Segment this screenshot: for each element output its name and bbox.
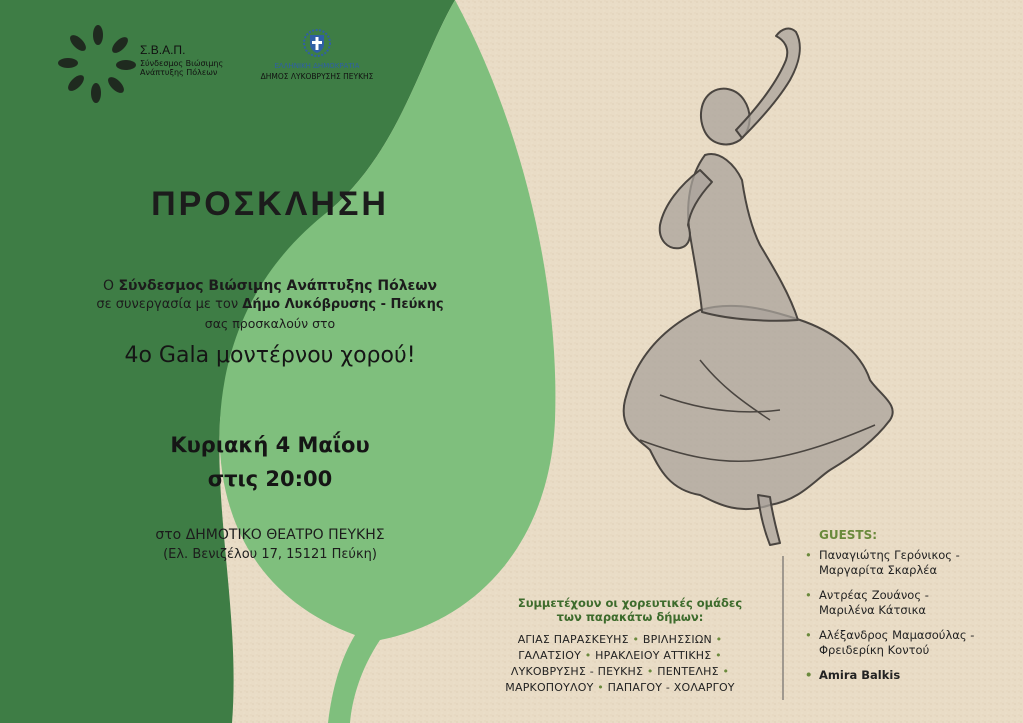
- invitation-line2-prefix: σε συνεργασία με τον: [96, 297, 243, 312]
- teams-row: [470, 648, 770, 664]
- greek-emblem-icon: [302, 28, 332, 58]
- bullet-icon: •: [632, 633, 640, 646]
- team-name: ΓΑΛΑΤΣΙΟΥ: [518, 649, 581, 662]
- guest-name: Αλέξανδρος Μαμασούλας -: [819, 628, 975, 642]
- teams-row: [470, 680, 770, 696]
- guest-name: Amira Balkis: [819, 668, 901, 682]
- bullet-icon: •: [805, 628, 812, 642]
- event-name: 4o Gala μοντέρνου χορού!: [124, 343, 416, 368]
- event-address: (Ελ. Βενιζέλου 17, 15121 Πεύκη): [163, 547, 377, 562]
- invitation-line3: σας προσκαλούν στο: [204, 316, 336, 331]
- event-date: Κυριακή 4 Μαΐου: [170, 433, 370, 457]
- invitation-line1: [60, 278, 480, 295]
- team-name: ΜΑΡΚΟΠΟΥΛΟΥ: [505, 681, 594, 694]
- invitation-organizer: Σύνδεσμος Βιώσιμης Ανάπτυξης Πόλεων: [118, 278, 438, 294]
- bullet-icon: •: [584, 649, 592, 662]
- guest-item: [805, 668, 1015, 683]
- team-name: ΛΥΚΟΒΡΥΣΗΣ - ΠΕΥΚΗΣ: [510, 665, 644, 678]
- invitation-line2: [60, 297, 480, 313]
- municipality-line2: ΔΗΜΟΣ ΛΥΚΟΒΡΥΣΗΣ ΠΕΥΚΗΣ: [260, 72, 374, 81]
- sbap-abbr: Σ.Β.Α.Π.: [140, 43, 186, 57]
- guest-item: [805, 588, 1015, 618]
- sbap-line1: Σύνδεσμος Βιώσιμης: [140, 59, 224, 68]
- guest-name: Παναγιώτης Γερόνικος -: [819, 548, 960, 562]
- bullet-icon: •: [715, 649, 722, 662]
- bullet-icon: •: [805, 548, 812, 562]
- team-name: ΠΑΠΑΓΟΥ - ΧΟΛΑΡΓΟΥ: [607, 681, 735, 694]
- bullet-icon: •: [722, 665, 730, 678]
- team-name: ΗΡΑΚΛΕΙΟΥ ΑΤΤΙΚΗΣ: [595, 649, 712, 662]
- invitation-partner: Δήμο Λυκόβρυσης - Πεύκης: [242, 297, 444, 312]
- event-time: στις 20:00: [207, 467, 333, 491]
- teams-title-line1: Συμμετέχουν οι χορευτικές ομάδες: [517, 596, 743, 610]
- sbap-leaf-logo-icon: [58, 23, 138, 103]
- bullet-icon: •: [715, 633, 723, 646]
- bullet-icon: •: [805, 668, 813, 682]
- guests-section: [805, 528, 1015, 693]
- guest-partner-name: Μαριλένα Κάτσικα: [819, 603, 926, 617]
- guest-partner-name: Μαργαρίτα Σκαρλέα: [819, 563, 938, 577]
- event-venue: στο ΔΗΜΟΤΙΚΟ ΘΕΑΤΡΟ ΠΕΥΚΗΣ: [155, 527, 385, 543]
- bullet-icon: •: [805, 588, 812, 602]
- municipality-line1: ΕΛΛΗΝΙΚΗ ΔΗΜΟΚΡΑΤΙΑ: [274, 62, 360, 70]
- sbap-line2: Ανάπτυξης Πόλεων: [140, 68, 218, 77]
- team-name: ΒΡΙΛΗΣΣΙΩΝ: [642, 633, 712, 646]
- guests-title: GUESTS:: [819, 528, 878, 542]
- guest-item: [805, 628, 1015, 658]
- invitation-line1-prefix: Ο: [102, 278, 119, 294]
- bullet-icon: •: [597, 681, 604, 694]
- guest-partner-name: Φρειδερίκη Κοντού: [819, 643, 930, 657]
- invitation-title: ΠΡΟΣΚΛΗΣΗ: [151, 185, 389, 223]
- teams-list: [470, 632, 770, 696]
- guest-name: Αντρέας Ζουάνος -: [819, 588, 929, 602]
- team-name: ΠΕΝΤΕΛΗΣ: [657, 665, 719, 678]
- guest-item: [805, 548, 1015, 578]
- teams-title-line2: των παρακάτω δήμων:: [556, 610, 704, 624]
- team-name: ΑΓΙΑΣ ΠΑΡΑΣΚΕΥΗΣ: [517, 633, 629, 646]
- teams-row: [470, 632, 770, 648]
- teams-row: [470, 664, 770, 680]
- bullet-icon: •: [646, 665, 654, 678]
